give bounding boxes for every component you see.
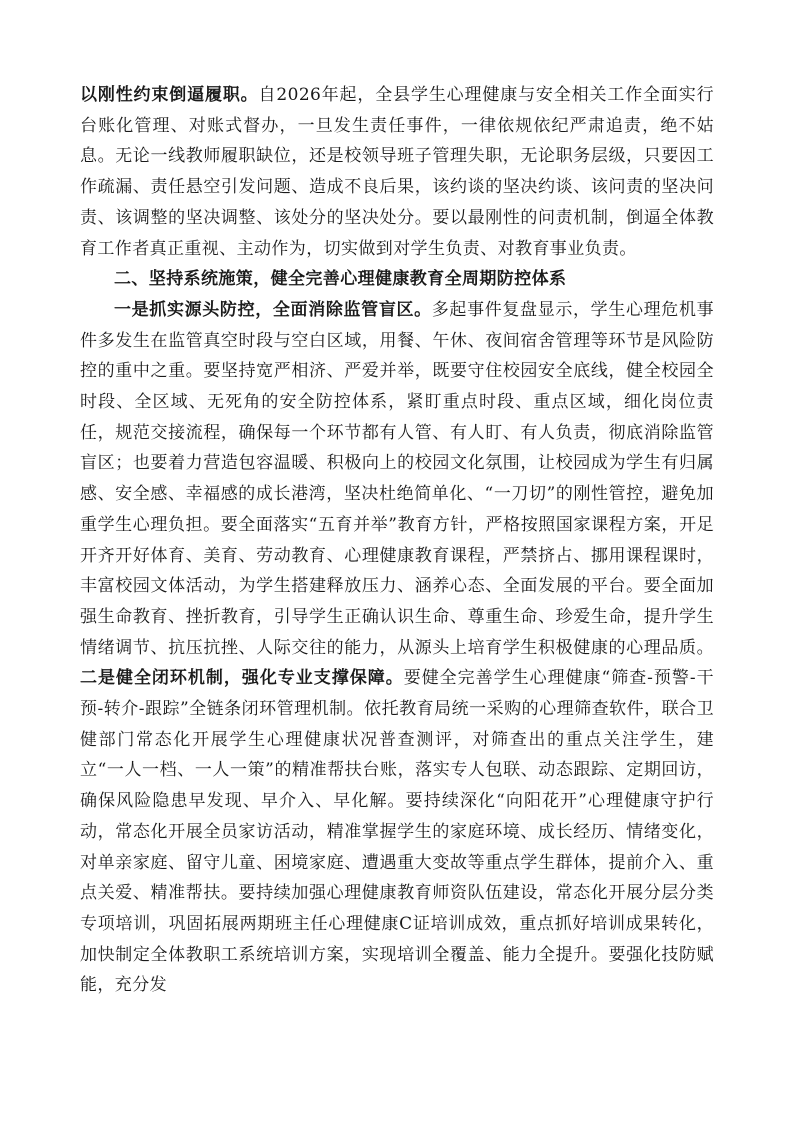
paragraph-accountability	[80, 80, 714, 264]
paragraph-prevention	[80, 295, 714, 1001]
paragraph-text: 多起事件复盘显示，学生心理危机事件多发生在监管真空时段与空白区域，用餐、午休、夜间宿舍管理等环节是风险防控的重中之重。要坚持宽严相济、严爱并举，既要守住校园安全底线，健全校园全时段、全区域、无死角的安全防控体系，紧盯重点时段、重点区域，细化岗位责任，规范交接流程，确保每一个环节都有人管、有人盯、有人负责，彻底消除监管盲区；也要着力营造包容温暖、积极向上的校园文化氛围，让校园成为学生有归属感、安全感、幸福感的成长港湾，坚决杜绝简单化、“一刀切”的刚性管控，避免加重学生心理负担。要全面落实“五育并举”教育方针，严格按照国家课程方案，开足开齐开好体育、美育、劳动教育、心理健康教育课程，严禁挤占、挪用课程课时，丰富校园文体活动，为学生搭建释放压力、涵养心态、全面发展的平台。要全面加强生命教育、挫折教育，引导学生正确认识生命、尊重生命、珍爱生命，提升学生情绪调节、抗压抗挫、人际交往的能力，从源头上培育学生积极健康的心理品质。	[80, 299, 714, 658]
paragraph-text: 要健全完善学生心理健康“筛查-预警-干预-转介-跟踪”全链条闭环管理机制。依托教育局统一采购的心理筛查软件，联合卫健部门常态化开展学生心理健康状况普查测评，对筛查出的重点关注学生，建立“一人一档、一人一策”的精准帮扶台账，落实专人包联、动态跟踪、定期回访，确保风险隐患早发现、早介入、早化解。要持续深化“向阳花开”心理健康守护行动，常态化开展全员家访活动，精准掌握学生的家庭环境、成长经历、情绪变化，对单亲家庭、留守儿童、困境家庭、遭遇重大变故等重点学生群体，提前介入、重点关爱、精准帮扶。要持续加强心理健康教育师资队伍建设，常态化开展分层分类专项培训，巩固拓展两期班主任心理健康C证培训成效，重点抓好培训成果转化，加快制定全体教职工系统培训方案，实现培训全覆盖、能力全提升。要强化技防赋能，充分发	[80, 668, 715, 996]
document-body	[80, 80, 714, 1001]
paragraph-lead: 以刚性约束倒逼履职。	[80, 85, 259, 105]
paragraph-text: 自2026年起，全县学生心理健康与安全相关工作全面实行台账化管理、对账式督办，一旦发生责任事件，一律依规依纪严肃追责，绝不姑息。无论一线教师履职缺位，还是校领导班子管理失职，无论职务层级，只要因工作疏漏、责任悬空引发问题、造成不良后果，该约谈的坚决约谈、该问责的坚决问责、该调整的坚决调整、该处分的坚决处分。要以最刚性的问责机制，倒逼全体教育工作者真正重视、主动作为，切实做到对学生负责、对教育事业负责。	[80, 85, 715, 259]
paragraph-lead: 二是健全闭环机制，强化专业支撑保障。	[80, 668, 404, 689]
section-heading: 二、坚持系统施策，健全完善心理健康教育全周期防控体系	[114, 269, 567, 290]
paragraph-lead: 一是抓实源头防控，全面消除监管盲区。	[114, 299, 432, 320]
